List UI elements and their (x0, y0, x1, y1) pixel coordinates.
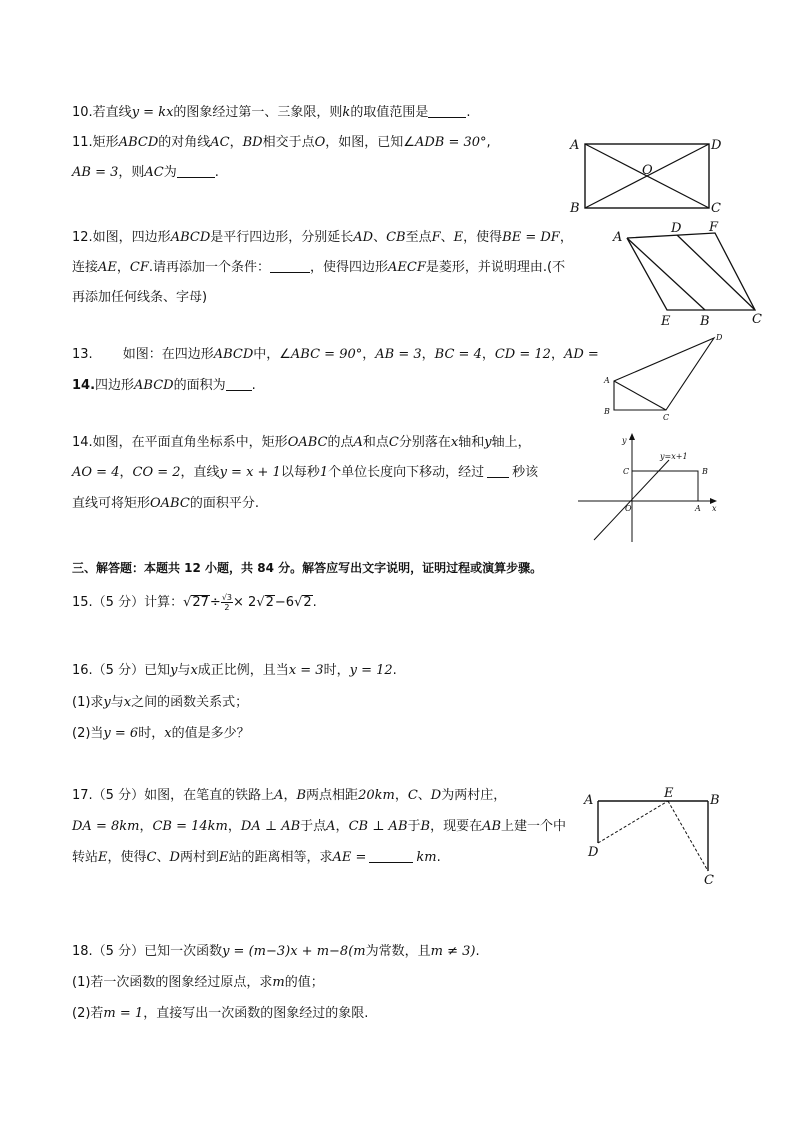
q17-text: ，现要在 (430, 819, 483, 834)
question-18-line-1 (72, 943, 480, 961)
question-13-line-2 (72, 377, 256, 395)
q10-text: 10.若直线 (72, 105, 132, 120)
q18-text: 18.（5 分）已知一次函数 (72, 944, 223, 959)
q16-math: x (164, 726, 172, 741)
label-o: O (625, 504, 632, 513)
q13-math: ABCD (213, 347, 254, 362)
label-d: D (588, 845, 599, 860)
q17-math: C (407, 788, 418, 803)
frac-den: 2 (224, 603, 230, 612)
q11-text: 的对角线 (158, 135, 211, 150)
answer-blank (177, 164, 215, 178)
rectangle-oabc (632, 471, 698, 501)
q12-math: CB (386, 230, 406, 245)
q15-math: 27 (192, 595, 209, 610)
question-12-line-3 (72, 289, 207, 307)
q13-text: 四边形 (95, 378, 135, 393)
q10-math: k (342, 105, 351, 120)
question-10 (72, 104, 470, 122)
q13-quadrilateral-figure (600, 330, 730, 424)
q11-text: 相交于点 (262, 135, 315, 150)
q12-math: F (431, 230, 441, 245)
label-b: B (604, 407, 610, 416)
q13-math: BC = 4 (434, 347, 482, 362)
q15-text: 15.（5 分）计算： (72, 595, 184, 610)
q13-text: ， (421, 347, 435, 362)
q16-math: y = 6 (103, 726, 139, 741)
q17-math: A (274, 788, 284, 803)
label-y: y (622, 436, 627, 445)
answer-blank (226, 377, 252, 391)
label-c: C (752, 312, 762, 327)
q14-text: 14.如图，在平面直角坐标系中，矩形 (72, 435, 288, 450)
sqrt-icon: √ (256, 595, 265, 610)
question-12-line-1 (72, 229, 573, 247)
question-17-line-2 (72, 818, 566, 836)
q18-text: ，直接写出一次函数的图象经过的象限. (143, 1006, 369, 1021)
label-a: A (570, 138, 580, 153)
q11-rectangle-figure (565, 134, 725, 216)
segment-de-dashed (598, 801, 668, 843)
q16-text: 时， (138, 726, 165, 741)
label-c: C (711, 201, 721, 216)
q14-text: ，直线 (180, 465, 220, 480)
label-c: C (704, 873, 714, 888)
q14-math: x (450, 435, 459, 450)
q16-math: y (170, 663, 178, 678)
q10-text: 的取值范围是 (350, 105, 429, 120)
label-d: D (711, 138, 722, 153)
label-c: C (663, 413, 670, 422)
answer-blank (428, 104, 466, 118)
q12-math: ABCD (170, 230, 211, 245)
q16-math: y (103, 695, 111, 710)
q16-math: y = 12 (349, 663, 393, 678)
q14-text: 个单位长度向下移动，经过 (328, 465, 485, 480)
q16-text: 16.（5 分）已知 (72, 663, 171, 678)
q11-text: 11.矩形 (72, 135, 119, 150)
frac-num: √3 (221, 593, 233, 602)
q13-text: 中，∠ (253, 347, 291, 362)
q14-text: 分别落在 (398, 435, 451, 450)
q16-text: 的值是多少？ (171, 726, 250, 741)
q14-math: OABC (150, 496, 190, 511)
q11-math: BD (242, 135, 263, 150)
q16-text: 时， (323, 663, 350, 678)
q17-text: 上建一个中 (501, 819, 567, 834)
q17-math: DA ⊥ AB (240, 819, 301, 834)
sqrt-icon: √ (183, 595, 192, 610)
q17-text: 于 (407, 819, 421, 834)
q11-text: ， (229, 135, 243, 150)
q15-math: −6 (274, 595, 295, 610)
q16-math: x (190, 663, 198, 678)
label-d: D (671, 221, 682, 236)
q12-text: 连接 (72, 260, 99, 275)
q16-math: x = 3 (288, 663, 324, 678)
question-15 (72, 592, 317, 614)
q12-parallelogram-figure (605, 218, 775, 330)
q14-math: y (484, 435, 492, 450)
q16-text: (1)求 (72, 695, 104, 710)
q13-text: ， (362, 347, 376, 362)
label-a: A (584, 793, 594, 808)
q14-text: 直线可将矩形 (72, 496, 151, 511)
answer-blank (270, 259, 310, 273)
q12-math: AE (98, 260, 117, 275)
q17-text: 17.（5 分）如图，在笔直的铁路上 (72, 788, 275, 803)
y-axis-arrow-icon (629, 433, 635, 440)
label-c: C (623, 467, 630, 476)
question-12-line-2 (72, 259, 565, 277)
q16-text: (2)当 (72, 726, 104, 741)
question-17-line-1 (72, 787, 506, 805)
q12-text: 是菱形，并说明理由.(不 (425, 260, 566, 275)
q12-math: AD (353, 230, 374, 245)
q12-text: 至点 (405, 230, 432, 245)
q12-text: 、 (440, 230, 454, 245)
q18-math: y = (m−3)x + m−8(m (222, 944, 366, 959)
question-16-line-2 (72, 694, 248, 712)
q14-text: 的面积平分. (189, 496, 259, 511)
q15-math: ÷ (209, 595, 221, 610)
answer-blank (487, 464, 509, 478)
question-14-line-2 (72, 464, 538, 482)
fraction (221, 593, 233, 612)
q12-text: ，使得四边形 (310, 260, 389, 275)
q17-text: 为两村庄， (441, 788, 507, 803)
q17-math: B (296, 788, 307, 803)
q18-text: . (475, 944, 480, 959)
q18-math: m (272, 975, 285, 990)
q10-math: y = kx (131, 105, 174, 120)
label-d: D (716, 333, 723, 342)
segment-ab (627, 238, 705, 310)
q17-math: CB = 14km (152, 819, 228, 834)
q17-text: 于点 (300, 819, 327, 834)
q12-math: AECF (388, 260, 426, 275)
label-x: x (712, 504, 717, 513)
q13-text: 14. (72, 378, 96, 393)
q17-railway-figure (578, 783, 728, 893)
q12-text: 是平行四边形，分别延长 (210, 230, 354, 245)
q14-math: C (388, 435, 399, 450)
q13-math: CD = 12 (494, 347, 551, 362)
q14-math: 1 (319, 465, 329, 480)
q16-text: 与 (110, 695, 124, 710)
q15-math: × 2 (233, 595, 257, 610)
question-14-line-3 (72, 495, 259, 513)
q14-coordinate-figure (574, 430, 729, 545)
q10-text: . (466, 105, 471, 120)
q17-text: ，使得 (107, 850, 147, 865)
q14-text: ， (119, 465, 133, 480)
q15-text: . (312, 595, 317, 610)
q17-math: A (326, 819, 336, 834)
q14-text: 以每秒 (280, 465, 320, 480)
q12-text: ， (559, 230, 573, 245)
q16-text: 成正比例，且当 (197, 663, 289, 678)
q17-math: B (420, 819, 431, 834)
label-a: A (695, 504, 701, 513)
q16-math: x (123, 695, 132, 710)
q18-text: 为常数，且 (365, 944, 431, 959)
q18-text: (1)若一次函数的图象经过原点，求 (72, 975, 273, 990)
q16-text: . (392, 663, 397, 678)
q17-text: 、 (156, 850, 170, 865)
q14-math: A (353, 435, 363, 450)
q14-text: 和点 (362, 435, 389, 450)
q12-math: CF (129, 260, 149, 275)
q17-math: 20km (358, 788, 395, 803)
label-f: F (709, 220, 719, 235)
q18-math: m ≠ 3) (430, 944, 476, 959)
question-13-line-1 (72, 346, 599, 364)
q12-text: ， (116, 260, 130, 275)
q12-text: .请再添加一个条件： (148, 260, 271, 275)
q13-text: 如图：在四边形 (122, 347, 214, 362)
q13-math: ABCD (134, 378, 174, 393)
q17-text: ， (394, 788, 408, 803)
segment-ac (614, 381, 666, 410)
q12-text: 、 (373, 230, 387, 245)
sqrt-icon: √ (294, 595, 303, 610)
segment-dc (677, 235, 755, 310)
q11-text: . (214, 165, 219, 180)
label-e: E (664, 786, 674, 801)
q17-text: . (436, 850, 441, 865)
label-a: A (613, 230, 623, 245)
q17-math: AB (482, 819, 502, 834)
q12-math: BE = DF (502, 230, 560, 245)
question-14-line-1 (72, 434, 531, 452)
q13-text: . (251, 378, 256, 393)
q17-text: 两村到 (179, 850, 219, 865)
q18-text: (2)若 (72, 1006, 104, 1021)
q16-text: 之间的函数关系式； (131, 695, 249, 710)
q17-text: 转站 (72, 850, 99, 865)
q17-math: km (416, 850, 437, 865)
q12-math: E (453, 230, 464, 245)
question-16-line-3 (72, 725, 250, 743)
q18-text: 的值； (284, 975, 324, 990)
q13-math: AD = (563, 347, 599, 362)
q11-math: AC (210, 135, 230, 150)
q14-math: OABC (287, 435, 328, 450)
q17-math: E (218, 850, 229, 865)
q17-math: E (98, 850, 108, 865)
q17-math: AE = (332, 850, 367, 865)
q16-text: 与 (177, 663, 191, 678)
q17-math: D (169, 850, 180, 865)
q10-text: 的图象经过第一、三象限，则 (173, 105, 343, 120)
q14-math: AO = 4 (72, 465, 120, 480)
q12-text: ，使得 (463, 230, 503, 245)
question-18-line-2 (72, 974, 324, 992)
q17-math: D (430, 788, 442, 803)
quad-abcd (614, 338, 714, 410)
label-b: B (570, 201, 580, 216)
q17-text: 两点相距 (306, 788, 359, 803)
q13-text: ， (550, 347, 564, 362)
q11-math: AB = 3 (72, 165, 119, 180)
q14-text: 的点 (327, 435, 354, 450)
answer-blank (369, 849, 413, 863)
segment-ec-dashed (668, 801, 708, 871)
quad-aecf (627, 233, 755, 310)
question-11-line-1 (72, 134, 491, 152)
q13-math: ABC = 90° (290, 347, 363, 362)
question-16-line-1 (72, 662, 397, 680)
q11-math: ABCD (118, 135, 159, 150)
question-18-line-3 (72, 1005, 368, 1023)
q11-text: ，如图，已知∠ (325, 135, 415, 150)
q18-math: m = 1 (103, 1006, 144, 1021)
q12-text: 12.如图，四边形 (72, 230, 171, 245)
q15-math: 2 (303, 595, 312, 610)
q13-text: ， (481, 347, 495, 362)
q13-text: 13. (72, 347, 93, 362)
q14-math: y = x + 1 (219, 465, 281, 480)
q17-text: ， (227, 819, 241, 834)
q11-text: 为 (163, 165, 177, 180)
question-11-line-2 (72, 164, 219, 182)
q17-math: C (146, 850, 157, 865)
q17-text: 、 (417, 788, 431, 803)
q13-text: 的面积为 (173, 378, 226, 393)
q17-text: 站的距离相等，求 (228, 850, 333, 865)
q17-text: ， (335, 819, 349, 834)
label-line: y=x+1 (660, 452, 688, 461)
label-e: E (661, 314, 671, 329)
q11-math: O (314, 135, 326, 150)
q17-math: CB ⊥ AB (348, 819, 408, 834)
section-3-heading: 三、解答题：本题共 12 小题，共 84 分。解答应写出文字说明，证明过程或演算步骤。 (72, 561, 543, 575)
label-o: O (642, 163, 653, 178)
label-b: B (710, 793, 720, 808)
label-b: B (702, 467, 708, 476)
label-a: A (604, 376, 610, 385)
q11-text: , (486, 135, 491, 150)
q14-math: CO = 2 (132, 465, 181, 480)
q14-text: 轴和 (458, 435, 485, 450)
q15-math: 2 (265, 595, 274, 610)
q17-text: ， (139, 819, 153, 834)
q11-math: ADB = 30° (414, 135, 487, 150)
q11-text: ，则 (118, 165, 145, 180)
q13-math: AB = 3 (375, 347, 422, 362)
q17-math: DA = 8km (72, 819, 140, 834)
question-17-line-3 (72, 849, 441, 867)
label-b: B (700, 314, 710, 329)
q11-math: AC (144, 165, 164, 180)
q12-text: 再添加任何线条、字母) (72, 290, 208, 305)
q14-text: 轴上， (491, 435, 531, 450)
q17-text: ， (283, 788, 297, 803)
q14-text: 秒该 (512, 465, 539, 480)
